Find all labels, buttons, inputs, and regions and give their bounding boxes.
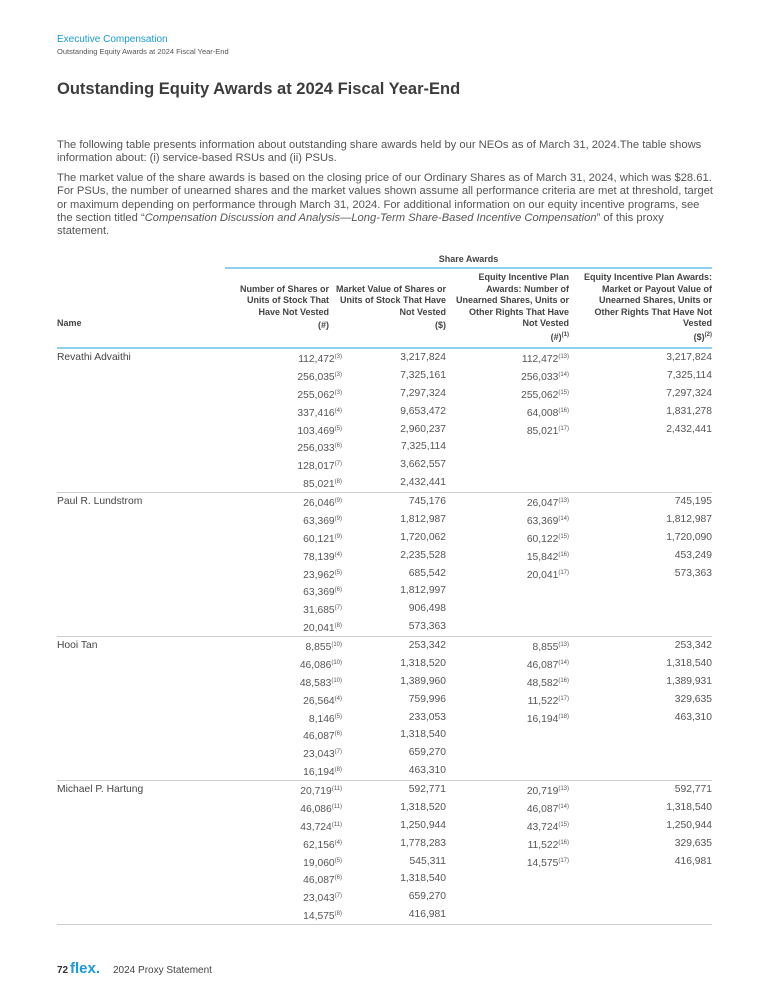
document-name: 2024 Proxy Statement [113,965,212,976]
market-value: 463,310 [408,765,446,777]
value: 48,582 [526,677,559,689]
eip-value: 1,720,090 [666,531,712,543]
header-unit [455,330,569,344]
eip-value: 7,297,324 [666,387,712,399]
flex-logo: flex. [70,960,101,977]
eip-value: 453,249 [674,549,712,561]
footnote-ref: (13) [558,642,569,648]
market-value: 3,217,824 [400,352,446,363]
executive-name: Paul R. Lundstrom [57,496,143,507]
footnote-ref: (13) [558,498,569,504]
footnote-ref: (8) [334,911,342,918]
paragraph-text: The market value of the share awards is based on the closing price of our Ordinary Shares as of March 31, 2024, which was $28.61. For PSUs, the number of unearned shares and the market values shown assume all performance criteria are met at threshold, target or maximum depending on performance through March 31, 2024. For additional information on our equity incentive programs, see the section titled “ [57,172,714,224]
value: 85,021 [303,479,335,491]
market-value: 573,363 [408,621,446,633]
value: 31,685 [303,605,335,617]
market-value: 1,720,062 [400,531,446,543]
value: 48,583 [299,677,332,689]
unit: ($) [693,331,705,342]
value: 11,522 [527,695,559,707]
footnote-ref: (7) [334,605,342,612]
footnote-ref: (5) [334,425,342,432]
market-value: 1,318,540 [400,873,446,885]
table-row [57,673,712,691]
executive-name: Michael P. Hartung [57,784,144,795]
value: 16,194 [303,767,335,779]
footnote-ref: (9) [334,498,342,504]
eip-value: 329,635 [674,837,712,849]
eip-value: 1,318,540 [666,657,712,669]
value: 78,139 [303,551,335,563]
table-row [57,744,712,762]
value: 103,469 [297,425,335,437]
value: 23,043 [303,749,335,761]
eip-value: 329,635 [674,693,712,705]
table-row [57,349,712,367]
market-value: 1,318,520 [400,657,446,669]
footnote-ref: (10) [331,659,342,666]
value: 20,041 [526,569,559,581]
column-header-market-value [335,284,446,332]
footnote-ref: (6) [334,875,342,882]
table-row [57,529,712,547]
market-value: 3,662,557 [400,459,446,471]
market-value: 1,812,987 [400,513,446,525]
footnote-ref: (3) [334,389,342,396]
market-value: 1,318,520 [400,801,446,813]
footnote-ref: (15) [558,821,569,828]
table-row [57,511,712,529]
footnote-ref: (13) [558,786,569,792]
table-row [57,726,712,744]
subsection-label: Outstanding Equity Awards at 2024 Fiscal Year-End [57,47,229,56]
value: 20,719 [300,786,332,797]
value: 112,472 [521,354,559,365]
value: 46,086 [300,803,332,815]
value: 23,962 [303,569,335,581]
executive-name: Revathi Advaithi [57,352,131,363]
footnote-ref: (17) [558,569,569,576]
value: 60,122 [526,533,559,545]
shares-unvested [303,618,342,638]
executive-group [57,349,712,493]
footnote-ref: (17) [558,425,569,432]
table-row [57,618,712,636]
table-row [57,888,712,906]
footnote-ref: (14) [558,515,569,522]
footnote-ref: (16) [558,677,569,684]
unit: ($) [435,320,446,330]
footnote-ref: (16) [558,839,569,846]
value: 43,724 [526,821,559,833]
table-row [57,493,712,511]
footnote-ref: (11) [331,803,342,810]
header-label: Equity Incentive Plan Awards: Number of Unearned Shares, Units or Other Rights That Have Not Vested [455,272,569,328]
footnote-ref: (8) [334,479,342,486]
eip-value: 2,432,441 [666,423,712,435]
market-value: 233,053 [408,711,446,723]
footnote-ref: (15) [558,389,569,396]
value: 255,062 [297,389,335,401]
table-row [57,565,712,583]
value: 8,855 [532,642,559,653]
eip-value: 1,389,931 [666,675,712,687]
value: 14,575 [526,857,559,869]
value: 63,369 [303,587,335,599]
page-title: Outstanding Equity Awards at 2024 Fiscal Year-End [57,80,461,98]
footnote-ref: (13) [558,354,569,360]
market-value: 2,235,528 [400,549,446,561]
footnote-ref: (7) [334,893,342,900]
footnote-ref: (5) [334,569,342,576]
table-row [57,367,712,385]
shares-unvested [303,474,342,494]
eip-value: 592,771 [674,784,712,795]
market-value: 592,771 [408,784,446,795]
footnote-ref: (8) [334,767,342,774]
market-value: 253,342 [408,640,446,651]
shares-unvested [303,762,342,782]
header-label: Equity Incentive Plan Awards: Market or Payout Value of Unearned Shares, Units or Other Rights That Have Not Vested [583,272,712,328]
table-row [57,582,712,600]
market-value: 1,778,283 [400,837,446,849]
eip-value: 3,217,824 [666,352,712,363]
market-value: 545,311 [409,855,446,867]
table-row [57,385,712,403]
value: 46,087 [526,659,559,671]
value: 60,121 [303,533,335,545]
value: 256,033 [297,443,335,455]
column-header-name [57,318,82,330]
market-value: 2,432,441 [400,477,446,489]
value: 23,043 [303,893,335,905]
footnote-ref: (4) [334,695,342,702]
footnote-ref: (6) [334,443,342,450]
footnote-ref: (11) [331,786,342,792]
eip-value: 463,310 [674,711,712,723]
market-value: 9,653,472 [400,405,446,417]
eip-value: 253,342 [674,640,712,651]
footnote-ref: (4) [334,551,342,558]
value: 19,060 [303,857,335,869]
value: 337,416 [297,407,335,419]
market-value: 7,297,324 [400,387,446,399]
footnote-ref: (6) [334,731,342,738]
paragraph-text: ” of this proxy statement. [57,211,664,238]
table-row [57,691,712,709]
executive-group [57,493,712,637]
table-row [57,799,712,817]
value: 63,369 [303,515,335,527]
value: 8,855 [305,642,332,653]
column-header-eip-shares [455,272,569,343]
footnote-ref: (3) [334,354,342,360]
market-value: 1,318,540 [400,729,446,741]
table-row [57,853,712,871]
table-row [57,781,712,799]
market-value: 1,250,944 [400,819,446,831]
intro-paragraph: The following table presents information about outstanding share awards held by our NEOs as of March 31, 2024.The table shows information about: (i) service-based RSUs and (ii) PSUs. [57,139,702,165]
value: 15,842 [526,551,559,563]
table-row [57,600,712,618]
footnote-ref: (17) [558,857,569,864]
header-label: Market Value of Shares or Units of Stock That Have Not Vested [335,283,446,317]
value: 46,086 [299,659,332,671]
table-row [57,655,712,673]
header-label: Number of Shares or Units of Stock That Have Not Vested [239,283,329,317]
table-row [57,637,712,655]
value: 128,017 [297,461,335,473]
footnote-ref: (2) [704,331,712,338]
value: 20,719 [526,786,559,797]
share-awards-header: Share Awards [225,254,712,269]
market-value: 7,325,161 [400,369,446,381]
header-unit [225,318,329,332]
footnote-ref: (7) [334,461,342,468]
table-row [57,438,712,456]
eip-value: 416,981 [674,855,712,867]
table-row [57,709,712,727]
table-row [57,817,712,835]
value: 112,472 [298,354,335,365]
value: 26,046 [303,498,335,509]
executive-name: Hooi Tan [57,640,98,651]
table-row [57,474,712,492]
value: 8,146 [308,713,335,725]
table-row [57,547,712,565]
footnote-ref: (16) [558,551,569,558]
page-number: 72 [57,965,69,976]
value: 256,035 [297,371,335,383]
value: 63,369 [526,515,559,527]
footnote-ref: (14) [558,803,569,810]
footnote-ref: (16) [558,407,569,414]
market-value: 1,389,960 [400,675,446,687]
market-value: 685,542 [408,567,446,579]
eip-value: 7,325,114 [666,369,712,381]
shares-unvested [303,906,342,926]
table-row [57,456,712,474]
footnote-ref: (14) [558,371,569,378]
market-value: 7,325,114 [400,441,446,453]
value: 46,087 [303,875,335,887]
market-value-paragraph [57,172,717,238]
footnote-ref: (4) [334,839,342,846]
footnote-ref: (15) [558,533,569,540]
value: 255,062 [521,389,559,401]
column-header-eip-value [582,272,712,343]
footnote-ref: (6) [334,587,342,594]
footnote-ref: (5) [334,857,342,864]
footnote-ref: (14) [558,659,569,666]
footnote-ref: (3) [334,371,342,378]
market-value: 659,270 [408,891,446,903]
value: 14,575 [303,911,335,923]
market-value: 745,176 [408,496,446,507]
column-header-shares [225,284,329,332]
table-row [57,762,712,780]
eip-value: 1,831,278 [666,405,712,417]
value: 26,564 [303,695,335,707]
footnote-ref: (9) [334,533,342,540]
market-value: 759,996 [408,693,446,705]
unit: (#) [550,331,562,342]
value: 26,047 [526,498,559,509]
header-unit [582,330,712,344]
table-row [57,403,712,421]
eip-value: 1,812,987 [666,513,712,525]
market-value: 2,960,237 [400,423,446,435]
table-row [57,870,712,888]
market-value: 906,498 [408,603,446,615]
value: 85,021 [526,425,559,437]
eip-value: 1,318,540 [666,801,712,813]
footnote-ref: (9) [334,515,342,522]
value: 11,522 [527,839,559,851]
executive-group [57,637,712,781]
footnote-ref: (17) [558,695,569,702]
eip-value: 745,195 [674,496,712,507]
table-row [57,421,712,439]
value: 64,008 [526,407,559,419]
unit: (#) [318,320,329,330]
market-value: 659,270 [408,747,446,759]
value: 256,033 [521,371,559,383]
market-value: 1,812,997 [400,585,446,597]
value: 16,194 [526,713,559,725]
footnote-ref: (4) [334,407,342,414]
eip-value: 573,363 [674,567,712,579]
header-unit [335,318,446,332]
value: 43,724 [300,821,332,833]
market-value: 416,981 [408,909,446,921]
value: 62,156 [303,839,335,851]
section-label: Executive Compensation [57,34,168,45]
executive-group [57,781,712,925]
value: 46,087 [303,731,335,743]
value: 20,041 [303,623,335,635]
table-row [57,906,712,924]
footnote-ref: (10) [331,677,342,684]
value: 46,087 [526,803,559,815]
footnote-ref: (7) [334,749,342,756]
table-row [57,835,712,853]
footnote-ref: (5) [334,713,342,720]
section-reference: Compensation Discussion and Analysis—Long-Term Share-Based Incentive Compensation [144,211,597,224]
footnote-ref: (8) [334,623,342,630]
footnote-ref: (1) [561,331,569,338]
header-label: Name [57,318,82,328]
footnote-ref: (10) [331,642,342,648]
footnote-ref: (11) [331,821,342,828]
footnote-ref: (18) [558,713,569,720]
eip-value: 1,250,944 [666,819,712,831]
